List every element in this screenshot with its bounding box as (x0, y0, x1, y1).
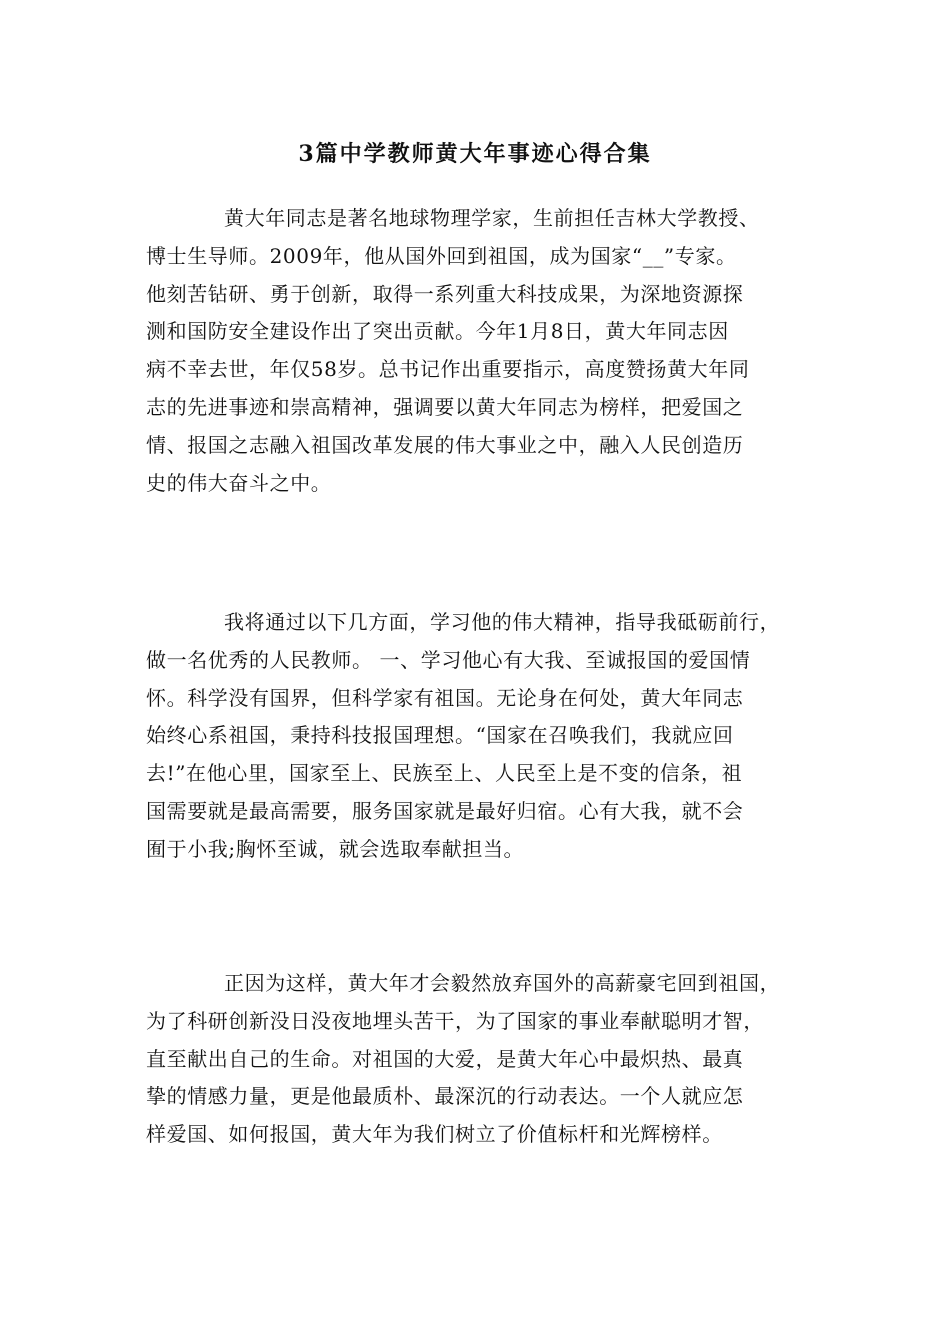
paragraph-line: 他刻苦钻研、勇于创新，取得一系列重大科技成果，为深地资源探 (146, 281, 744, 306)
paragraph-line: 囿于小我;胸怀至诚，就会选取奉献担当。 (146, 836, 525, 861)
paragraph-line: 黄大年同志是著名地球物理学家，生前担任吉林大学教授、 (224, 206, 760, 230)
paragraph-line: 史的伟大奋斗之中。 (146, 470, 332, 495)
paragraph-line: 挚的情感力量，更是他最质朴、最深沉的行动表达。一个人就应怎 (146, 1084, 744, 1109)
paragraph-line: 做一名优秀的人民教师。 一、学习他心有大我、至诚报国的爱国情 (146, 647, 751, 672)
paragraph-line: 情、报国之志融入祖国改革发展的伟大事业之中，融入人民创造历 (146, 432, 744, 457)
paragraph-line: 始终心系祖国，秉持科技报国理想。“国家在召唤我们，我就应回 (146, 723, 734, 748)
paragraph-line: 怀。科学没有国界，但科学家有祖国。无论身在何处，黄大年同志 (146, 685, 744, 710)
paragraph-3 (146, 965, 806, 1154)
document-title: 3篇中学教师黄大年事迹心得合集 (298, 141, 652, 167)
paragraph-line: 国需要就是最高需要，服务国家就是最好归宿。心有大我，就不会 (146, 798, 744, 823)
paragraph-line: 去!”在他心里，国家至上、民族至上、人民至上是不变的信条，祖 (146, 761, 743, 786)
paragraph-line: 志的先进事迹和崇高精神，强调要以黄大年同志为榜样，把爱国之 (146, 394, 744, 419)
paragraph-1 (146, 200, 806, 502)
paragraph-line: 样爱国、如何报国，黄大年为我们树立了价值标杆和光辉榜样。 (146, 1122, 723, 1147)
paragraph-line: 我将通过以下几方面，学习他的伟大精神，指导我砥砺前行， (224, 610, 781, 634)
paragraph-line: 正因为这样，黄大年才会毅然放弃国外的高薪豪宅回到祖国， (224, 971, 781, 995)
paragraph-2 (146, 604, 806, 869)
paragraph-line: 直至献出自己的生命。对祖国的大爱，是黄大年心中最炽热、最真 (146, 1046, 744, 1071)
paragraph-line: 博士生导师。2009年，他从国外回到祖国，成为国家“__”专家。 (146, 243, 737, 268)
paragraph-line: 测和国防安全建设作出了突出贡献。今年1月8日，黄大年同志因 (146, 319, 729, 344)
paragraph-line: 为了科研创新没日没夜地埋头苦干，为了国家的事业奉献聪明才智， (146, 1008, 764, 1033)
paragraph-line: 病不幸去世，年仅58岁。总书记作出重要指示，高度赞扬黄大年同 (146, 357, 750, 382)
